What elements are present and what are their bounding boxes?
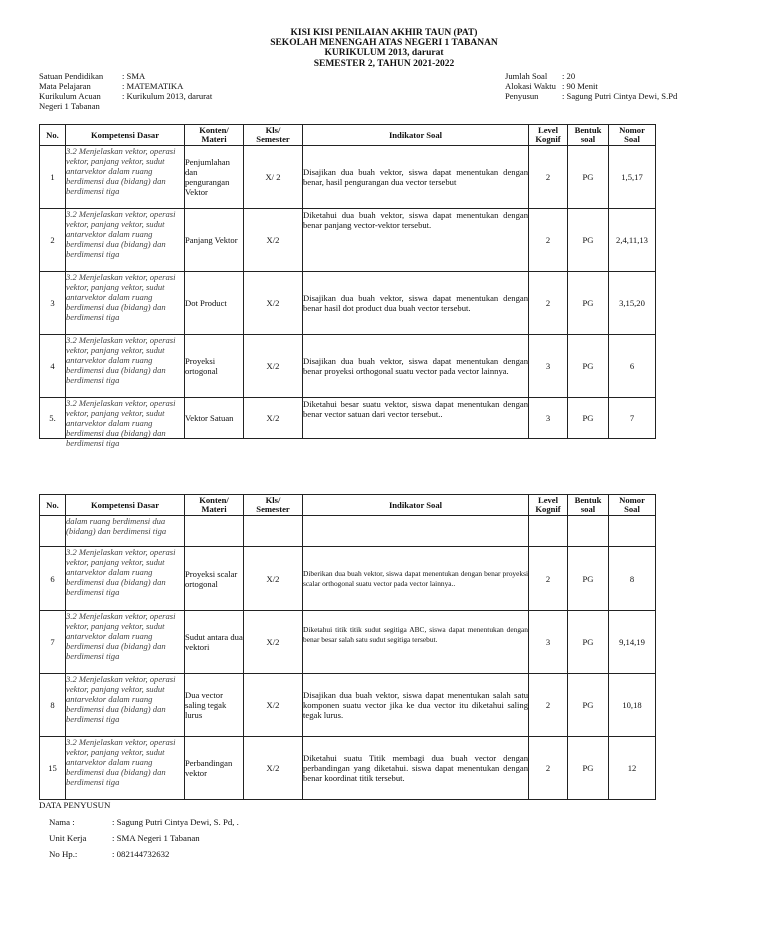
cell-kd-text: 3.2 Menjelaskan vektor, operasi vektor, panjang vektor, sudut antarvektor dalam ruang berdimensi dua (bidang) dan berdimensi tiga	[66, 547, 176, 597]
cell-bentuk: PG	[568, 547, 609, 611]
meta-label: Mata Pelajaran	[39, 81, 91, 91]
cell-indikator: Disajikan dua buah vektor, siswa dapat menentukan dengan benar proyeksi orthogonal suatu vector pada vector lainnya.	[303, 335, 529, 398]
col-header-kls: Kls/ Semester	[244, 495, 303, 516]
table-row	[40, 398, 656, 439]
table-row	[40, 335, 656, 398]
cell-no: 8	[40, 674, 66, 737]
cell-nomor: 3,15,20	[609, 272, 656, 335]
col-header-bentuk: Bentuk soal	[568, 125, 609, 146]
footer-title: DATA PENYUSUN	[39, 800, 111, 810]
cell-kd-text: 3.2 Menjelaskan vektor, operasi vektor, panjang vektor, sudut antarvektor dalam ruang berdimensi dua (bidang) dan berdimensi tiga	[66, 146, 176, 196]
meta-label: Penyusun	[505, 91, 539, 101]
cell-kd	[66, 398, 185, 448]
col-header-no: No.	[40, 495, 66, 516]
cell-indikator	[303, 516, 529, 547]
cell-no: 7	[40, 611, 66, 674]
cell-bentuk: PG	[568, 146, 609, 209]
cell-indikator: Diberikan dua buah vektor, siswa dapat menentukan dengan benar proyeksi scalar orthogonal suatu vector pada vector lainnya..	[303, 547, 529, 611]
meta-value: : SMA	[122, 71, 146, 81]
cell-kls	[244, 516, 303, 547]
cell-materi: Proyeksi scalar ortogonal	[185, 547, 244, 611]
cell-level: 2	[529, 674, 568, 737]
meta-label: Satuan Pendidikan	[39, 71, 104, 81]
col-header-nomor: Nomor Soal	[609, 125, 656, 146]
table-row	[40, 272, 656, 335]
cell-level: 2	[529, 547, 568, 611]
cell-nomor: 1,5,17	[609, 146, 656, 209]
meta-kurikulum	[39, 91, 212, 101]
cell-indikator: Diketahui suatu Titik membagi dua buah vector dengan perbandingan yang diketahui. siswa dapat menentukan dengan benar koordinat titik tersebut.	[303, 737, 529, 800]
col-header-kd: Kompetensi Dasar	[66, 495, 185, 516]
cell-kls: X/ 2	[244, 146, 303, 209]
cell-kd	[66, 335, 185, 398]
col-header-no: No.	[40, 125, 66, 146]
footer-value: : SMA Negeri 1 Tabanan	[112, 833, 200, 843]
cell-no: 15	[40, 737, 66, 800]
cell-bentuk	[568, 516, 609, 547]
cell-kd	[66, 547, 185, 611]
cell-indikator: Diketahui dua buah vektor, siswa dapat menentukan dengan benar panjang vector-vektor tersebut.	[303, 209, 529, 272]
meta-mapel	[39, 81, 183, 91]
meta-value: : Kurikulum 2013, darurat	[122, 91, 213, 101]
meta-alokasi	[505, 81, 598, 91]
table-row-continued	[40, 516, 656, 547]
cell-bentuk: PG	[568, 335, 609, 398]
col-header-materi: Konten/ Materi	[185, 125, 244, 146]
cell-no	[40, 516, 66, 547]
cell-kls: X/2	[244, 674, 303, 737]
cell-kd-text: 3.2 Menjelaskan vektor, operasi vektor, panjang vektor, sudut antarvektor dalam ruang berdimensi dua (bidang) dan berdimensi tiga	[66, 335, 176, 385]
cell-bentuk: PG	[568, 398, 609, 439]
cell-kd	[66, 146, 185, 209]
cell-no: 6	[40, 547, 66, 611]
cell-materi: Dot Product	[185, 272, 244, 335]
cell-kls: X/2	[244, 737, 303, 800]
cell-indikator: Diketahui besar suatu vektor, siswa dapat menentukan dengan benar vector satuan dari vector tersebut..	[303, 398, 529, 439]
cell-nomor: 9,14,19	[609, 611, 656, 674]
col-header-nomor: Nomor Soal	[609, 495, 656, 516]
cell-indikator: Disajikan dua buah vektor, siswa dapat menentukan salah satu komponen suatu vector jika ke dua vector itu diketahui saling tegak lurus.	[303, 674, 529, 737]
doc-title-line1: KISI KISI PENILAIAN AKHIR TAUN (PAT)	[290, 28, 478, 38]
col-header-indikator: Indikator Soal	[303, 125, 529, 146]
footer-value: : 082144732632	[112, 849, 170, 859]
footer-label: No Hp.:	[49, 849, 78, 859]
table-header-row	[40, 495, 656, 516]
cell-kd	[66, 516, 185, 547]
cell-bentuk: PG	[568, 209, 609, 272]
col-header-materi: Konten/ Materi	[185, 495, 244, 516]
meta-label: Alokasi Waktu	[505, 81, 556, 91]
cell-materi: Dua vector saling tegak lurus	[185, 674, 244, 737]
cell-kd	[66, 209, 185, 272]
footer-value: : Sagung Putri Cintya Dewi, S. Pd, .	[112, 817, 239, 827]
footer-label: Unit Kerja	[49, 833, 87, 843]
table-row	[40, 547, 656, 611]
cell-bentuk: PG	[568, 737, 609, 800]
cell-kls: X/2	[244, 272, 303, 335]
doc-title-line3: KURIKULUM 2013, darurat	[324, 48, 444, 58]
cell-indikator: Diketahui titik titik sudut segitiga ABC, siswa dapat menentukan dengan benar besar salah satu sudut segitiga tersebut.	[303, 611, 529, 674]
cell-nomor: 6	[609, 335, 656, 398]
cell-materi: Vektor Satuan	[185, 398, 244, 439]
cell-no: 5.	[40, 398, 66, 439]
cell-kd-text: 3.2 Menjelaskan vektor, operasi vektor, panjang vektor, sudut antarvektor dalam ruang berdimensi dua (bidang) dan berdimensi tiga	[66, 398, 176, 448]
cell-indikator: Disajikan dua buah vektor, siswa dapat menentukan dengan benar hasil dot product dua buah vector tersebut.	[303, 272, 529, 335]
cell-kd	[66, 611, 185, 674]
cell-nomor: 2,4,11,13	[609, 209, 656, 272]
cell-level: 2	[529, 146, 568, 209]
table-row	[40, 674, 656, 737]
col-header-level: Level Kognif	[529, 495, 568, 516]
cell-level	[529, 516, 568, 547]
table-header-row	[40, 125, 656, 146]
cell-nomor: 8	[609, 547, 656, 611]
cell-materi: Sudut antara dua vektori	[185, 611, 244, 674]
footer-label: Nama :	[49, 817, 75, 827]
kisi-table-1	[39, 124, 656, 448]
cell-nomor: 12	[609, 737, 656, 800]
cell-materi: Panjang Vektor	[185, 209, 244, 272]
col-header-kd: Kompetensi Dasar	[66, 125, 185, 146]
cell-bentuk: PG	[568, 611, 609, 674]
meta-label: Kurikulum Acuan	[39, 91, 101, 101]
meta-value: : 90 Menit	[562, 81, 598, 91]
cell-level: 3	[529, 398, 568, 439]
cell-kls: X/2	[244, 209, 303, 272]
table-row	[40, 209, 656, 272]
cell-nomor: 7	[609, 398, 656, 439]
cell-materi: Penjumlahan dan pengurangan Vektor	[185, 146, 244, 209]
table-row	[40, 146, 656, 209]
cell-nomor	[609, 516, 656, 547]
meta-extra: Negeri 1 Tabanan	[39, 101, 100, 111]
doc-title-line2: SEKOLAH MENENGAH ATAS NEGERI 1 TABANAN	[270, 38, 498, 48]
col-header-indikator: Indikator Soal	[303, 495, 529, 516]
cell-level: 2	[529, 737, 568, 800]
cell-level: 2	[529, 272, 568, 335]
meta-label: Jumlah Soal	[505, 71, 548, 81]
cell-kd-text: 3.2 Menjelaskan vektor, operasi vektor, panjang vektor, sudut antarvektor dalam ruang berdimensi dua (bidang) dan berdimensi tiga	[66, 611, 176, 661]
table-row	[40, 611, 656, 674]
cell-kls: X/2	[244, 335, 303, 398]
cell-indikator: Disajikan dua buah vektor, siswa dapat menentukan dengan benar, hasil pengurangan dua vector tersebut	[303, 146, 529, 209]
cell-kd-text: dalam ruang berdimensi dua (bidang) dan berdimensi tiga	[66, 516, 167, 536]
meta-value: : MATEMATIKA	[122, 81, 184, 91]
doc-title-line4: SEMESTER 2, TAHUN 2021-2022	[313, 59, 455, 69]
cell-bentuk: PG	[568, 674, 609, 737]
cell-no: 2	[40, 209, 66, 272]
col-header-level: Level Kognif	[529, 125, 568, 146]
table-row	[40, 737, 656, 800]
cell-no: 4	[40, 335, 66, 398]
cell-kls: X/2	[244, 611, 303, 674]
cell-materi	[185, 516, 244, 547]
cell-kd-text: 3.2 Menjelaskan vektor, operasi vektor, panjang vektor, sudut antarvektor dalam ruang berdimensi dua (bidang) dan berdimensi tiga	[66, 737, 176, 787]
meta-value: : Sagung Putri Cintya Dewi, S.Pd	[562, 91, 678, 101]
cell-no: 3	[40, 272, 66, 335]
col-header-bentuk: Bentuk soal	[568, 495, 609, 516]
meta-satuan	[39, 71, 145, 81]
cell-kls: X/2	[244, 547, 303, 611]
col-header-kls: Kls/ Semester	[244, 125, 303, 146]
cell-nomor: 10,18	[609, 674, 656, 737]
cell-materi: Perbandingan vektor	[185, 737, 244, 800]
cell-materi: Proyeksi ortogonal	[185, 335, 244, 398]
cell-no: 1	[40, 146, 66, 209]
cell-kd-text: 3.2 Menjelaskan vektor, operasi vektor, panjang vektor, sudut antarvektor dalam ruang berdimensi dua (bidang) dan berdimensi tiga	[66, 674, 176, 724]
meta-value: : 20	[562, 71, 576, 81]
cell-kd-text: 3.2 Menjelaskan vektor, operasi vektor, panjang vektor, sudut antarvektor dalam ruang berdimensi dua (bidang) dan berdimensi tiga	[66, 272, 176, 322]
cell-level: 3	[529, 611, 568, 674]
meta-penyusun	[505, 91, 677, 101]
cell-kd	[66, 674, 185, 737]
cell-kls: X/2	[244, 398, 303, 439]
cell-bentuk: PG	[568, 272, 609, 335]
cell-kd-text: 3.2 Menjelaskan vektor, operasi vektor, panjang vektor, sudut antarvektor dalam ruang berdimensi dua (bidang) dan berdimensi tiga	[66, 209, 176, 259]
cell-level: 2	[529, 209, 568, 272]
cell-level: 3	[529, 335, 568, 398]
cell-kd	[66, 272, 185, 335]
meta-jumlah-soal	[505, 71, 575, 81]
cell-kd	[66, 737, 185, 800]
kisi-table-2	[39, 494, 656, 800]
